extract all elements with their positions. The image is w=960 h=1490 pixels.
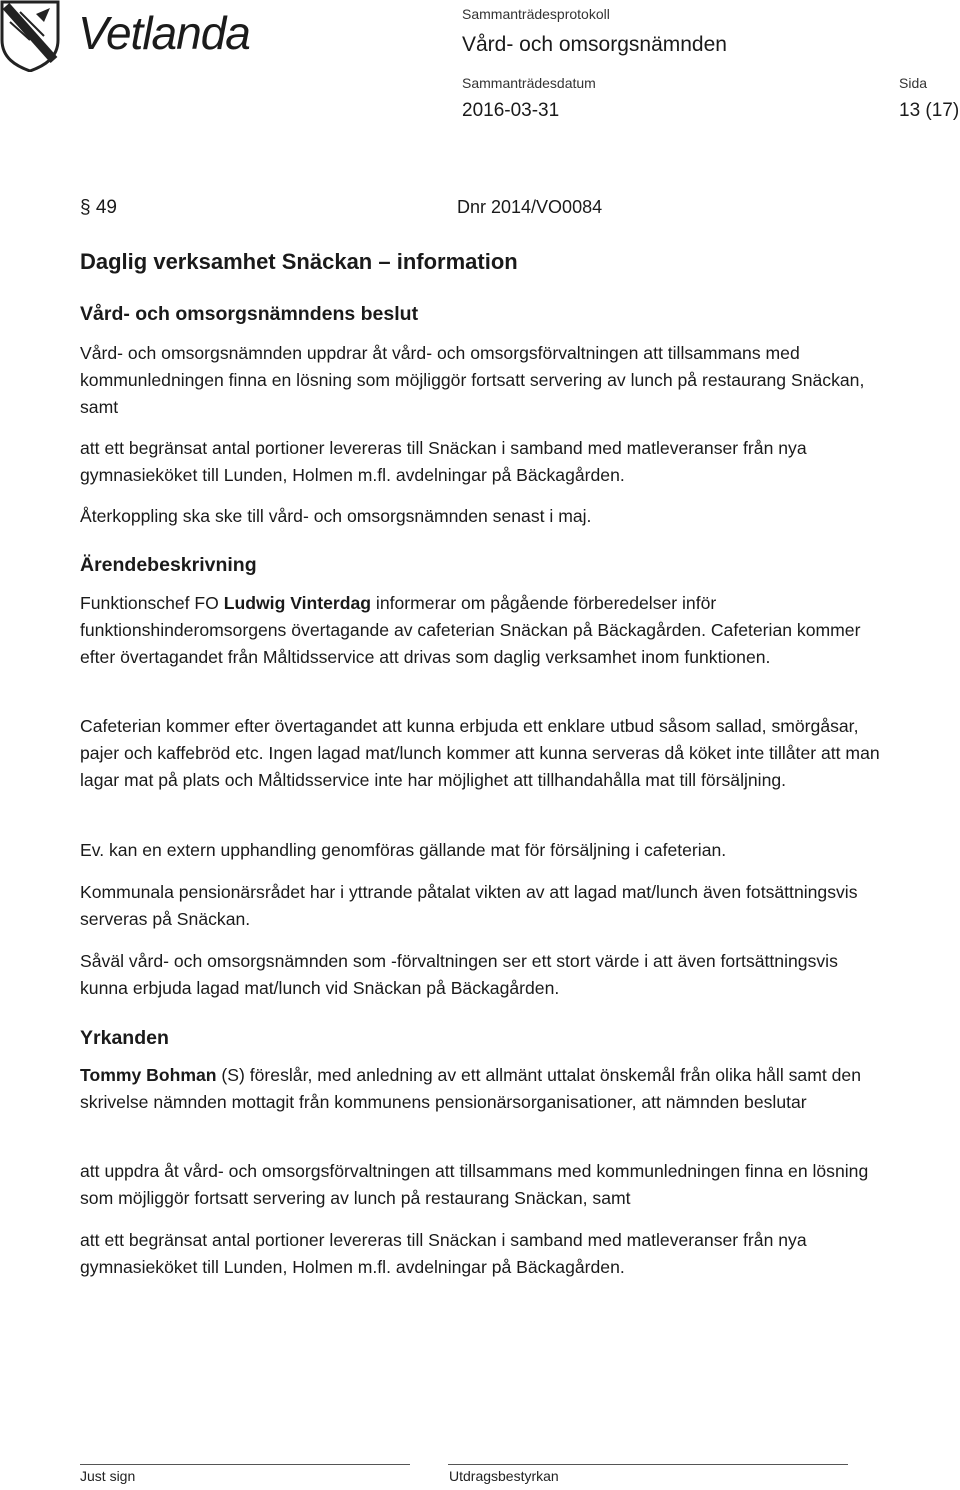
page-number: 13 (17): [899, 100, 960, 121]
description-heading: Ärendebeskrivning: [80, 554, 257, 576]
decision-heading: Vård- och omsorgsnämndens beslut: [80, 303, 419, 325]
person-name: Ludwig Vinterdag: [223, 593, 372, 613]
person-name: Tommy Bohman: [80, 1065, 217, 1085]
description-paragraph-2: Cafeterian kommer efter övertagandet att kunna erbjuda ett enklare utbud såsom sallad, smörgåsar, pajer och kaffebröd etc. Ingen lagad mat/lunch kommer att kunna serveras då köket inte tillåter att man lagar mat på plats och Måltidsservice inte har möjlighet att tillhandahålla mat till försäljning.: [80, 716, 880, 790]
just-sign-label: Just sign: [80, 1468, 136, 1484]
just-sign-line: [80, 1464, 410, 1465]
motions-paragraph-2: att uppdra åt vård- och omsorgsförvaltningen att tillsammans med kommunledningen finna en lösning som möjliggör fortsatt servering av lunch på restaurang Snäckan, samt: [80, 1161, 869, 1208]
description-paragraph-3: Ev. kan en extern upphandling genomföras gällande mat för försäljning i cafeterian.: [80, 840, 727, 860]
paragraph-number: § 49: [80, 197, 117, 218]
extract-certification-label: Utdragsbestyrkan: [449, 1468, 559, 1484]
protocol-label: Sammanträdesprotokoll: [462, 6, 610, 22]
description-paragraph-4: Kommunala pensionärsrådet har i yttrande påtalat vikten av att lagad mat/lunch även fotsättningsvis serveras på Snäckan.: [80, 882, 858, 929]
motions-paragraph-3: att ett begränsat antal portioner levereras till Snäckan i samband med matleveranser från nya gymnasieköket till Lunden, Holmen m.fl. avdelningar på Bäckagården.: [80, 1230, 807, 1277]
motions-heading: Yrkanden: [80, 1027, 169, 1049]
meeting-date: 2016-03-31: [462, 100, 560, 121]
committee-name: Vård- och omsorgsnämnden: [462, 33, 727, 56]
item-title: Daglig verksamhet Snäckan – information: [80, 249, 518, 274]
diary-number: Dnr 2014/VO0084: [457, 197, 603, 217]
description-paragraph-5: Såväl vård- och omsorgsnämnden som -förvaltningen ser ett stort värde i att även fortsättningsvis kunna erbjuda lagad mat/lunch vid Snäckan på Bäckagården.: [80, 951, 838, 998]
decision-paragraph-2: att ett begränsat antal portioner levereras till Snäckan i samband med matleveranser från nya gymnasieköket till Lunden, Holmen m.fl. avdelningar på Bäckagården.: [80, 438, 807, 485]
extract-line: [448, 1464, 848, 1465]
decision-paragraph-3: Återkoppling ska ske till vård- och omsorgsnämnden senast i maj.: [80, 506, 592, 526]
description-paragraph-1: Funktionschef FO Ludwig Vinterdag informerar om pågående förberedelser inför funktionshinderomsorgens övertagande av cafeterian Snäckan på Bäckagården. Cafeterian kommer efter övertagandet från Måltidsservice att drivas som daglig verksamhet inom funktionen.: [80, 593, 861, 667]
motions-paragraph-1: Tommy Bohman (S) föreslår, med anledning av ett allmänt uttalat önskemål från olika håll samt den skrivelse nämnden mottagit från kommunens pensionärsorganisationer, att nämnden beslutar: [80, 1065, 861, 1112]
meeting-date-label: Sammanträdesdatum: [462, 75, 596, 91]
logo-wordmark: Vetlanda: [78, 7, 250, 59]
decision-paragraph-1: Vård- och omsorgsnämnden uppdrar åt vård- och omsorgsförvaltningen att tillsammans med kommunledningen finna en lösning som möjliggör fortsatt servering av lunch på restaurang Snäckan, samt: [80, 343, 865, 417]
page-label: Sida: [899, 75, 928, 91]
municipality-shield-logo: [0, 0, 60, 72]
